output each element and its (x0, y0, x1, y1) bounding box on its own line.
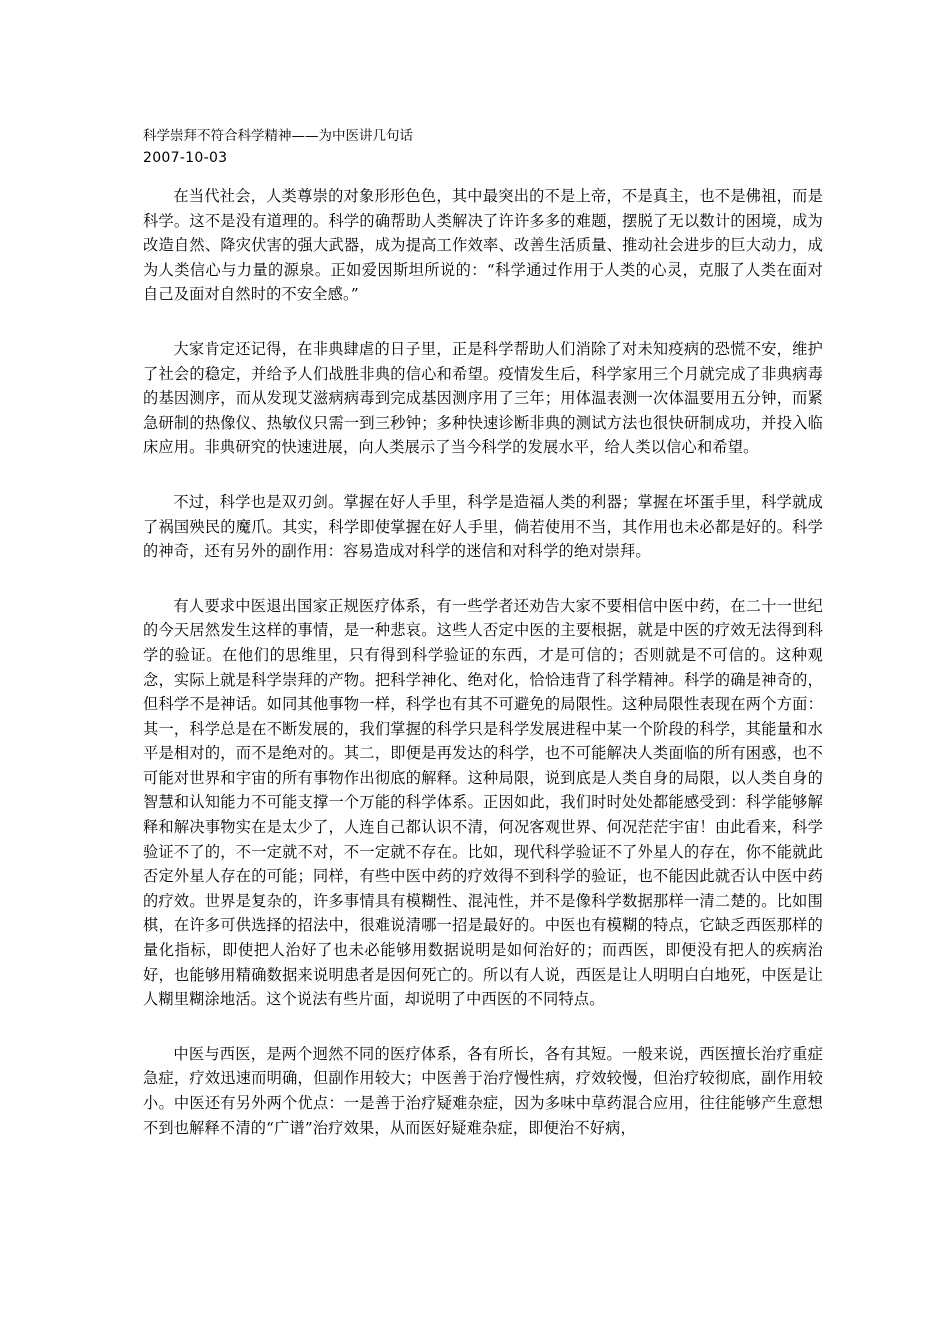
paragraph: 有人要求中医退出国家正规医疗体系，有一些学者还劝告大家不要相信中医中药，在二十一世纪的今天居然发生这样的事情，是一种悲哀。这些人否定中医的主要根据，就是中医的疗效无法得到科学的验证。在他们的思维里，只有得到科学验证的东西，才是可信的；否则就是不可信的。这种观念，实际上就是科学崇拜的产物。把科学神化、绝对化，恰恰违背了科学精神。科学的确是神奇的，但科学不是神话。如同其他事物一样，科学也有其不可避免的局限性。这种局限性表现在两个方面：其一，科学总是在不断发展的，我们掌握的科学只是科学发展进程中某一个阶段的科学，其能量和水平是相对的，而不是绝对的。其二，即便是再发达的科学，也不可能解决人类面临的所有困惑，也不可能对世界和宇宙的所有事物作出彻底的解释。这种局限，说到底是人类自身的局限，以人类自身的智慧和认知能力不可能支撑一个万能的科学体系。正因如此，我们时时处处都能感受到：科学能够解释和解决事物实在是太少了，人连自己都认识不清，何况客观世界、何况茫茫宇宙！由此看来，科学验证不了的，不一定就不对，不一定就不存在。比如，现代科学验证不了外星人的存在，你不能就此否定外星人存在的可能；同样，有些中医中药的疗效得不到科学的验证，也不能因此就否认中医中药的疗效。世界是复杂的，许多事情具有模糊性、混沌性，并不是像科学数据那样一清二楚的。比如围棋，在许多可供选择的招法中，很难说清哪一招是最好的。中医也有模糊的特点，它缺乏西医那样的量化指标，即使把人治好了也未必能够用数据说明是如何治好的；而西医，即便没有把人的疾病治好，也能够用精确数据来说明患者是因何死亡的。所以有人说，西医是让人明明白白地死，中医是让人糊里糊涂地活。这个说法有些片面，却说明了中西医的不同特点。 (143, 596, 823, 1009)
document-title: 科学崇拜不符合科学精神——为中医讲几句话 (143, 128, 413, 144)
paragraph: 中医与西医，是两个迥然不同的医疗体系，各有所长，各有其短。一般来说，西医擅长治疗重症急症，疗效迅速而明确，但副作用较大；中医善于治疗慢性病，疗效较慢，但治疗较彻底，副作用较小。中医还有另外两个优点：一是善于治疗疑难杂症，因为多味中草药混合应用，往往能够产生意想不到也解释不清的“广谱”治疗效果，从而医好疑难杂症，即便治不好病， (143, 1044, 823, 1137)
paragraph: 在当代社会，人类尊崇的对象形形色色，其中最突出的不是上帝，不是真主，也不是佛祖，而是科学。这不是没有道理的。科学的确帮助人类解决了许许多多的难题，摆脱了无以数计的困境，成为改造自然、降灾伏害的强大武器，成为提高工作效率、改善生活质量、推动社会进步的巨大动力，成为人类信心与力量的源泉。正如爱因斯坦所说的：“科学通过作用于人类的心灵，克服了人类在面对自己及面对自然时的不安全感。” (143, 187, 823, 304)
paragraph: 不过，科学也是双刃剑。掌握在好人手里，科学是造福人类的利器；掌握在坏蛋手里，科学就成了祸国殃民的魔爪。其实，科学即使掌握在好人手里，倘若使用不当，其作用也未必都是好的。科学的神奇，还有另外的副作用：容易造成对科学的迷信和对科学的绝对崇拜。 (143, 492, 823, 561)
document-page (143, 126, 823, 1140)
paragraph: 大家肯定还记得，在非典肆虐的日子里，正是科学帮助人们消除了对未知疫病的恐慌不安，维护了社会的稳定，并给予人们战胜非典的信心和希望。疫情发生后，科学家用三个月就完成了非典病毒的基因测序，而从发现艾滋病病毒到完成基因测序用了三年；用体温表测一次体温要用五分钟，而紧急研制的热像仪、热敏仪只需一到三秒钟；多种快速诊断非典的测试方法也很快研制成功，并投入临床应用。非典研究的快速进展，向人类展示了当今科学的发展水平，给人类以信心和希望。 (143, 339, 823, 457)
document-date: 2007-10-03 (143, 150, 228, 166)
document-body (143, 184, 823, 1140)
